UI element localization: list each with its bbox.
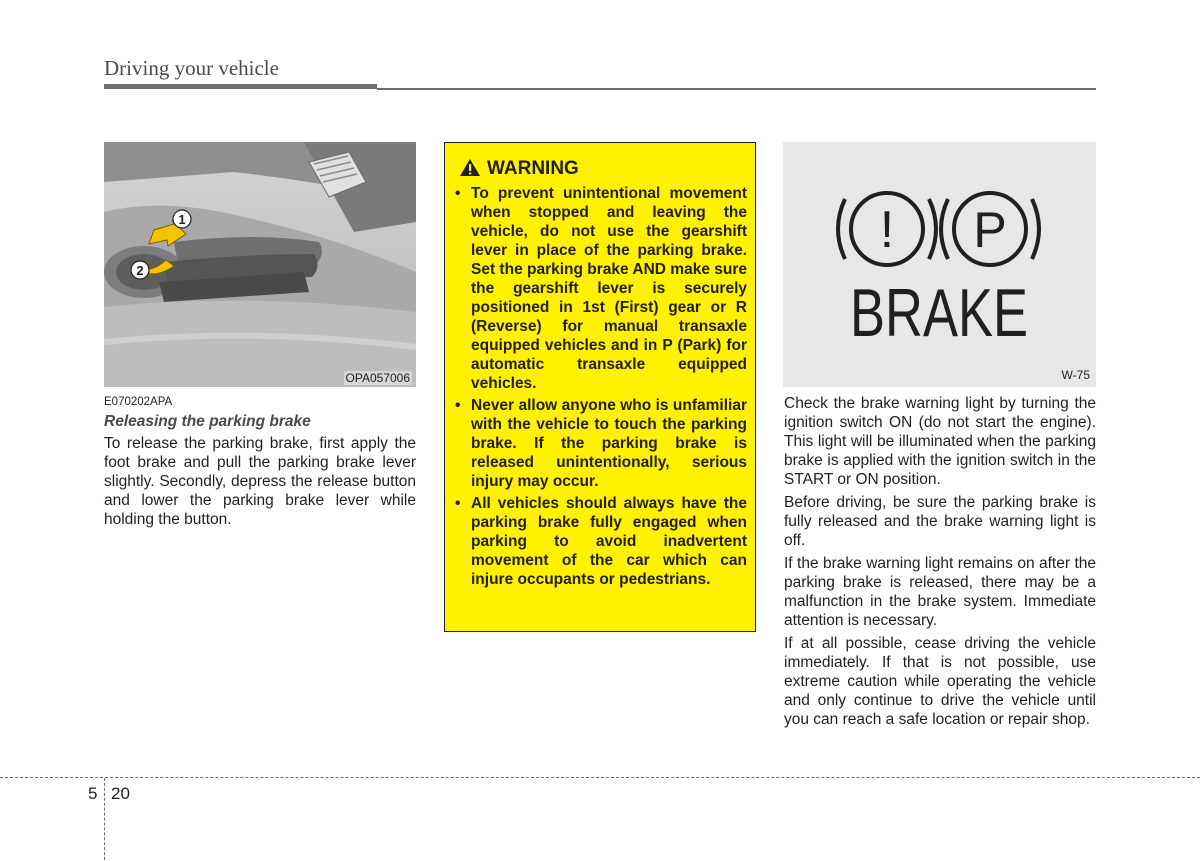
page-number: 20 <box>111 784 130 803</box>
chapter-number: 5 <box>88 784 98 803</box>
brake-symbol-figure <box>783 142 1096 387</box>
right-body-text <box>784 394 1096 733</box>
right-paragraph: If at all possible, cease driving the vehicle immediately. If that is not possible, use extreme caution while operating the vehicle and only continue to drive the vehicle until you can reach a safe location or repair shop. <box>784 635 1096 728</box>
warning-item: • Never allow anyone who is unfamiliar with the vehicle to touch the parking brake. If the parking brake is released unintentionally, serious injury may occur. <box>455 396 747 491</box>
callout-2: 2 <box>136 263 144 278</box>
reference-code: E070202APA <box>104 396 173 408</box>
header-rule-thin <box>377 88 1096 90</box>
warning-box <box>444 142 756 632</box>
parking-brake-illustration <box>104 142 416 387</box>
warning-list <box>455 184 747 592</box>
brake-label: BRAKE <box>850 275 1028 351</box>
figure-code: OPA057006 <box>345 371 410 385</box>
warning-item: • To prevent unintentional movement when stopped and leaving the vehicle, do not use the gearshift lever in place of the parking brake. Set the parking brake AND make sure the gearshift lever is securely positioned in 1st (First) gear or R (Reverse) for manual transaxle equipped vehicles and in P (Park) for automatic transaxle equipped vehicles. <box>455 184 747 393</box>
section-title: Driving your vehicle <box>104 56 279 80</box>
footer-divider <box>104 778 105 860</box>
subheading: Releasing the parking brake <box>104 413 311 430</box>
warning-heading <box>459 158 579 180</box>
warning-item: • All vehicles should always have the parking brake fully engaged when parking to avoid inadvertent movement of the car which can injure occupants or pedestrians. <box>455 494 747 589</box>
parking-p-symbol: P <box>973 202 1007 258</box>
brake-warning-light-icon <box>783 142 1096 387</box>
right-paragraph: Before driving, be sure the parking brake is fully released and the brake warning light is off. <box>784 494 1096 549</box>
footer-rule <box>0 777 1200 778</box>
parking-brake-photo <box>104 142 416 387</box>
callout-1: 1 <box>178 212 186 227</box>
exclamation-symbol: ! <box>879 201 895 259</box>
symbol-figure-code: W-75 <box>1061 368 1090 382</box>
right-paragraph: If the brake warning light remains on after the parking brake is released, there may be a malfunction in the brake system. Immediate attention is necessary. <box>784 555 1096 629</box>
right-paragraph: Check the brake warning light by turning the ignition switch ON (do not start the engine). This light will be illuminated when the parking brake is applied with the ignition switch in the START or ON position. <box>784 395 1096 488</box>
warning-title: WARNING <box>487 158 579 179</box>
left-body-text <box>104 434 416 533</box>
left-paragraph: To release the parking brake, first apply the foot brake and pull the parking brake lever slightly. Secondly, depress the release button and lower the parking brake lever while holding the button. <box>104 435 416 528</box>
header-rule-thick <box>104 84 377 89</box>
warning-triangle-icon <box>459 158 481 177</box>
